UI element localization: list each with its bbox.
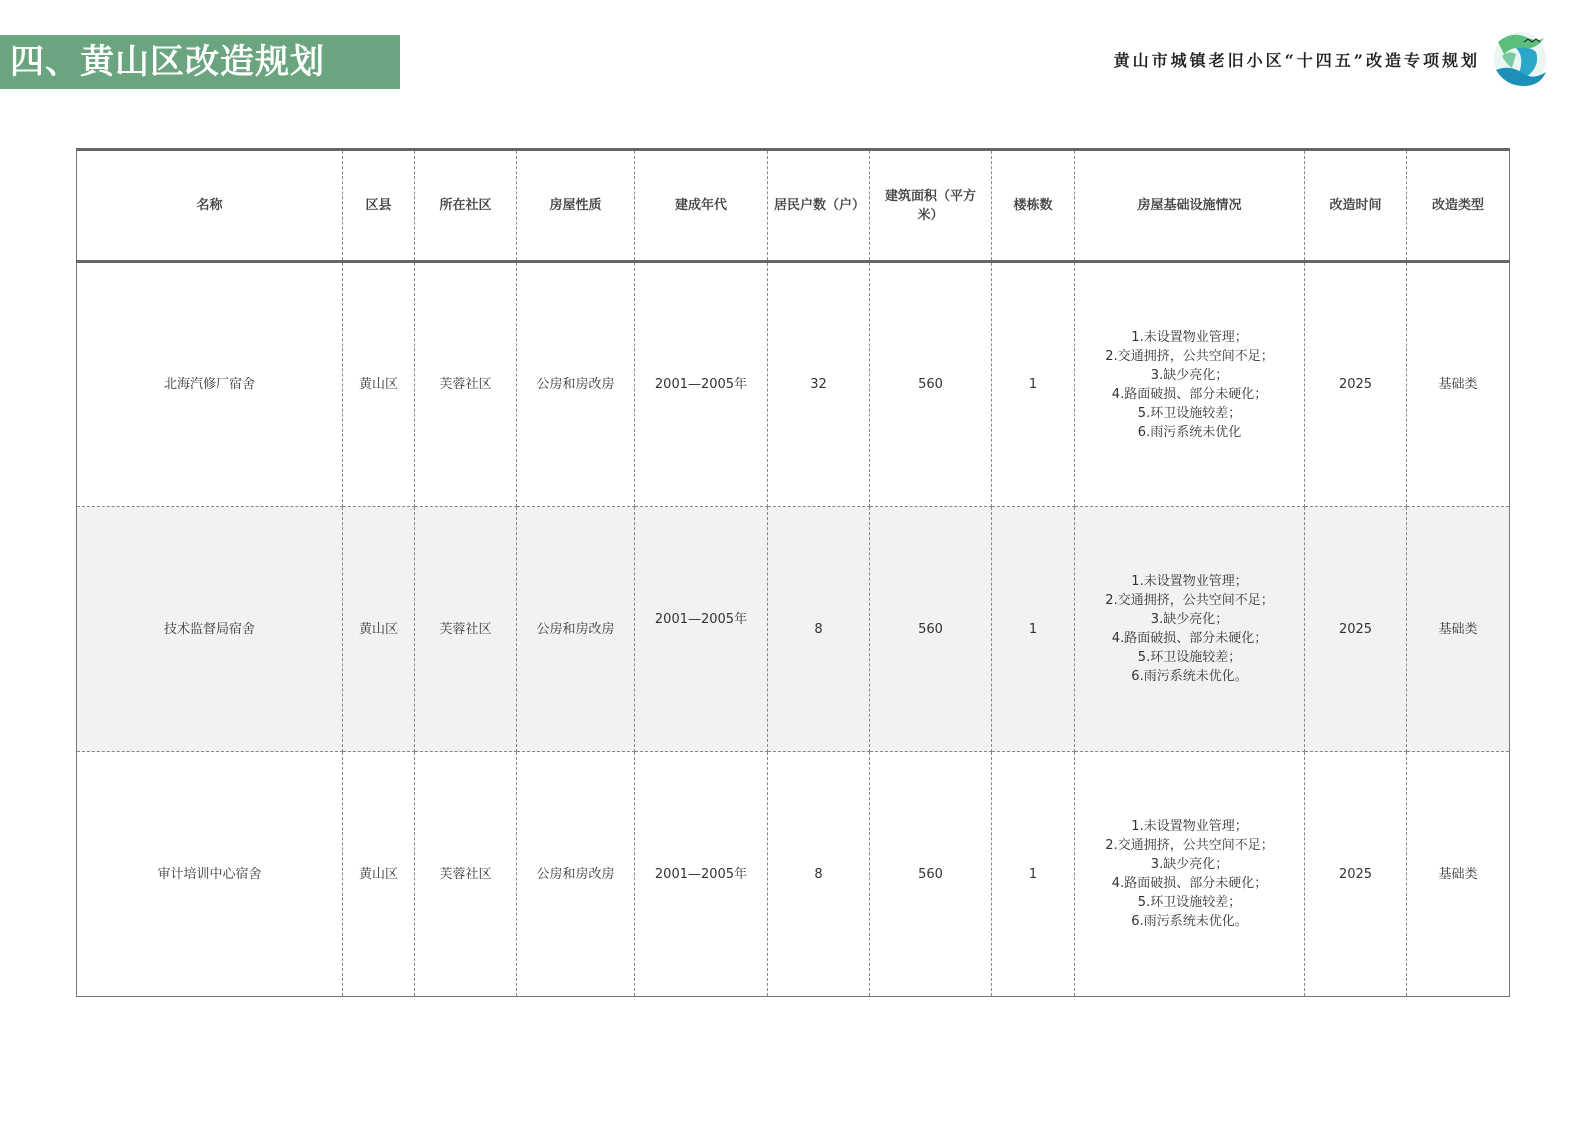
column-header-community: 所在社区 — [415, 150, 517, 262]
cell-renovation-type: 基础类 — [1407, 507, 1510, 752]
cell-name: 审计培训中心宿舍 — [77, 752, 343, 997]
cell-county: 黄山区 — [343, 752, 415, 997]
infra-item: 2.交通拥挤，公共空间不足； — [1105, 838, 1274, 853]
cell-county: 黄山区 — [343, 507, 415, 752]
infra-item: 4.路面破损、部分未硬化； — [1111, 631, 1268, 646]
cell-name: 北海汽修厂宿舍 — [77, 262, 343, 507]
renovation-table-wrapper — [76, 148, 1509, 997]
column-header-renovation-type: 改造类型 — [1407, 150, 1510, 262]
cell-community: 芙蓉社区 — [415, 752, 517, 997]
cell-households: 32 — [768, 262, 870, 507]
table-row — [77, 507, 1510, 752]
city-logo-icon — [1490, 28, 1550, 90]
infra-item: 2.交通拥挤，公共空间不足； — [1105, 348, 1274, 364]
cell-county: 黄山区 — [343, 262, 415, 507]
cell-infrastructure — [1075, 262, 1305, 507]
document-title: 黄山市城镇老旧小区“十四五”改造专项规划 — [1113, 51, 1480, 70]
column-header-renovation-time: 改造时间 — [1305, 150, 1407, 262]
infra-item: 3.缺少亮化； — [1150, 612, 1229, 627]
renovation-plan-table — [76, 148, 1510, 997]
cell-built-period: 2001—2005年 — [635, 262, 768, 507]
infra-item: 4.路面破损、部分未硬化； — [1111, 386, 1268, 402]
cell-renovation-time: 2025 — [1305, 507, 1407, 752]
cell-nature: 公房和房改房 — [517, 507, 635, 752]
infra-item: 5.环卫设施较差； — [1137, 405, 1242, 421]
cell-area: 560 — [870, 752, 992, 997]
infra-item: 1.未设置物业管理； — [1131, 574, 1248, 589]
cell-name: 技术监督局宿舍 — [77, 507, 343, 752]
column-header-households: 居民户数（户） — [768, 150, 870, 262]
column-header-area: 建筑面积（平方米） — [870, 150, 992, 262]
cell-infrastructure — [1075, 507, 1305, 752]
table-row — [77, 752, 1510, 997]
built-period-text: 2001—2005年 — [654, 611, 748, 627]
infra-item: 1.未设置物业管理； — [1131, 329, 1248, 345]
column-header-nature: 房屋性质 — [517, 150, 635, 262]
infra-item: 6.雨污系统未优化。 — [1131, 914, 1248, 929]
cell-area: 560 — [870, 262, 992, 507]
cell-nature: 公房和房改房 — [517, 752, 635, 997]
infra-item: 5.环卫设施较差； — [1137, 895, 1242, 910]
cell-infrastructure — [1075, 752, 1305, 997]
cell-households: 8 — [768, 507, 870, 752]
infra-item: 5.环卫设施较差； — [1137, 650, 1242, 665]
column-header-built-period: 建成年代 — [635, 150, 768, 262]
cell-buildings: 1 — [992, 507, 1075, 752]
infra-item: 3.缺少亮化； — [1150, 367, 1229, 383]
cell-buildings: 1 — [992, 262, 1075, 507]
cell-community: 芙蓉社区 — [415, 507, 517, 752]
cell-nature: 公房和房改房 — [517, 262, 635, 507]
cell-built-period — [635, 507, 768, 752]
cell-community: 芙蓉社区 — [415, 262, 517, 507]
cell-households: 8 — [768, 752, 870, 997]
column-header-infrastructure: 房屋基础设施情况 — [1075, 150, 1305, 262]
cell-renovation-type: 基础类 — [1407, 262, 1510, 507]
table-row — [77, 262, 1510, 507]
infra-item: 4.路面破损、部分未硬化； — [1111, 876, 1268, 891]
cell-renovation-type: 基础类 — [1407, 752, 1510, 997]
cell-area: 560 — [870, 507, 992, 752]
cell-buildings: 1 — [992, 752, 1075, 997]
infra-item: 6.雨污系统未优化 — [1137, 424, 1242, 440]
section-title-banner: 四、黄山区改造规划 — [0, 35, 400, 89]
cell-renovation-time: 2025 — [1305, 752, 1407, 997]
infra-item: 1.未设置物业管理； — [1131, 819, 1248, 834]
infra-item: 3.缺少亮化； — [1150, 857, 1229, 872]
infra-item: 2.交通拥挤，公共空间不足； — [1105, 593, 1274, 608]
cell-built-period: 2001—2005年 — [635, 752, 768, 997]
cell-renovation-time: 2025 — [1305, 262, 1407, 507]
infra-item: 6.雨污系统未优化。 — [1131, 669, 1248, 684]
column-header-county: 区县 — [343, 150, 415, 262]
column-header-name: 名称 — [77, 150, 343, 262]
column-header-buildings: 楼栋数 — [992, 150, 1075, 262]
table-header-row — [77, 150, 1510, 262]
